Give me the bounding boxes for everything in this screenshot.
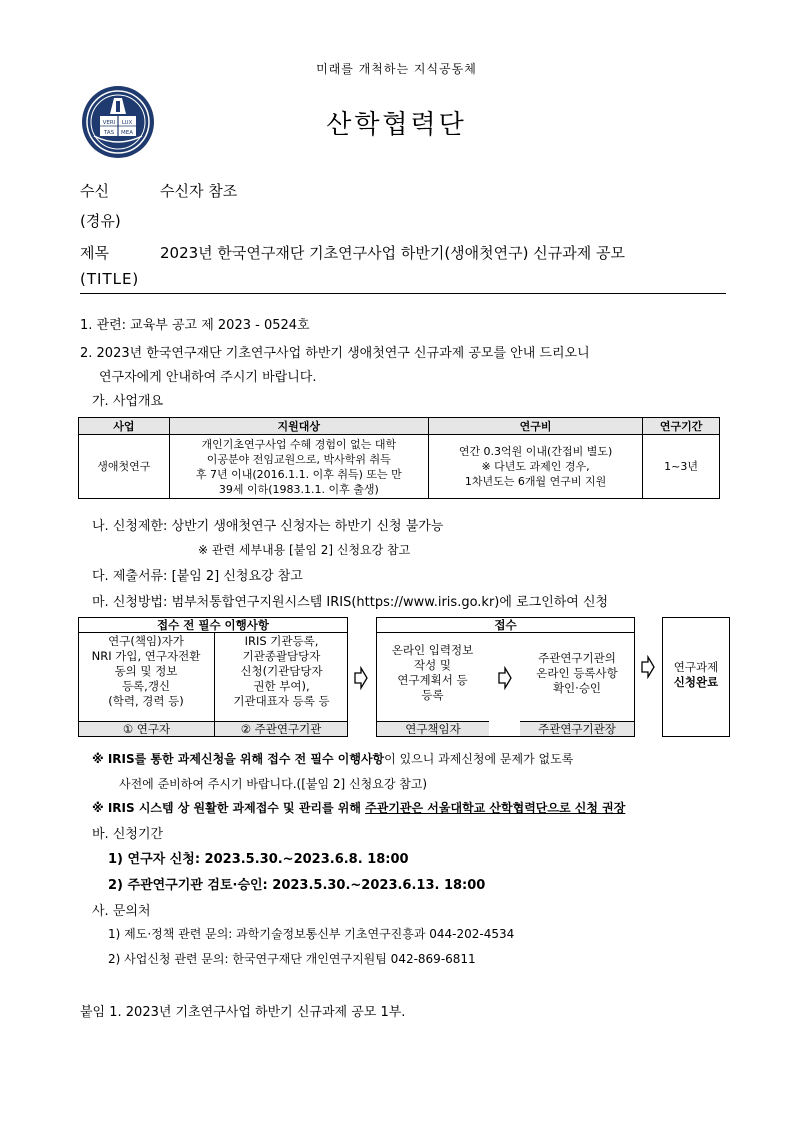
recv-right-line-2: 온라인 등록사항 [536,666,618,680]
pre-left-line-1: 연구(책임)자가 [108,634,184,648]
pre-left-text [78,634,214,709]
pre-left-line-2: NRI 가입, 연구자전환 [91,649,201,663]
note-1b: 사전에 준비하여 주시기 바랍니다.([붙임 2] 신청요강 참고) [119,777,428,791]
section-ga: 가. 사업개요 [92,394,164,409]
section-da: 다. 제출서류: [붙임 2] 신청요강 참고 [92,569,303,584]
fund-line-3: 1차년도는 6개월 연구비 지원 [464,475,607,488]
pre-left-line-5: (학력, 경력 등) [108,694,184,708]
col-header-program: 사업 [79,418,170,435]
recv-right-line-3: 확인·승인 [552,681,602,695]
subject-value: 2023년 한국연구재단 기초연구사업 하반기(생애첫연구) 신규과제 공모 [160,244,625,262]
target-line-3: 후 7년 이내(2016.1.1. 이후 취득) 또는 만 [195,467,402,481]
pre-left-footer: ① 연구자 [79,721,214,736]
header-divider [80,293,726,294]
completion-text [662,660,730,690]
logo-word-2: LUX [121,120,133,126]
contact-1: 1) 제도·정책 관련 문의: 과학기술정보통신부 기초연구진흥과 044-202-4534 [108,927,515,941]
arrow-right-icon [498,666,512,690]
pre-right-text [215,634,348,709]
organization-title: 산학협력단 [326,110,467,140]
arrow-right-icon [354,666,368,690]
recipient-value: 수신자 참조 [160,182,238,200]
pre-right-footer: ② 주관연구기관 [215,721,347,736]
note-1-bold: ※ IRIS를 통한 과제신청을 위해 접수 전 필수 이행사항 [92,752,385,766]
target-line-4: 39세 이하(1983.1.1. 이후 출생) [218,482,379,496]
section-ba: 바. 신청기간 [92,827,164,842]
completion-line-2: 신청완료 [673,675,719,689]
recv-left-line-2: 작성 및 [414,658,451,672]
contact-2: 2) 사업신청 관련 문의: 한국연구재단 개인연구지원팀 042-869-6811 [108,952,476,966]
completion-line-1: 연구과제 [673,660,719,674]
target-line-1: 개인기초연구사업 수혜 경험이 없는 대학 [201,437,397,451]
note-1 [92,750,573,767]
note-2 [92,799,625,816]
recv-left-footer: 연구책임자 [377,721,489,736]
reception-title: 접수 [376,618,635,633]
section-sa: 사. 문의처 [92,904,151,919]
recv-right-footer: 주관연구기관장 [520,721,634,736]
para-2a: 2. 2023년 한국연구재단 기초연구사업 하반기 생애첫연구 신규과제 공모를 안내 드리오니 [80,346,590,361]
arrow-right-icon [641,655,655,679]
pre-left-line-4: 등록,갱신 [121,679,171,693]
period-institution: 2) 주관연구기관 검토·승인: 2023.5.30.~2023.6.13. 18:00 [108,878,486,893]
cell-target [169,435,428,499]
fund-line-2: ※ 다년도 과제인 경우, [481,460,590,473]
recv-left-text [376,643,489,703]
section-ma: 마. 신청방법: 범부처통합연구지원시스템 IRIS(https://www.iris.go.kr)에 로그인하여 신청 [92,595,609,610]
cell-fund [428,435,642,499]
program-overview-table [78,417,720,499]
recv-left-line-3: 연구계획서 등 [397,673,468,687]
subject-label: 제목 [80,244,109,262]
recv-right-text [520,651,634,696]
pre-right-line-3: 신청(기관담당자 [240,664,323,678]
pre-right-line-2: 기관종괄담당자 [242,649,321,663]
recv-right-line-1: 주관연구기관의 [538,651,616,665]
pre-requisite-title: 접수 전 필수 이행사항 [78,618,348,633]
recv-left-line-4: 등록 [421,688,444,702]
note-2-underlined: 주관기관은 서울대학교 산학협력단으로 신청 권장 [365,801,626,815]
pre-left-line-3: 동의 및 정보 [114,664,178,678]
col-header-fund: 연구비 [428,418,642,435]
section-na: 나. 신청제한: 상반기 생애첫연구 신청자는 하반기 신청 불가능 [92,519,444,534]
subject-label-en: (TITLE) [80,270,140,288]
attachment: 붙임 1. 2023년 기초연구사업 하반기 신규과제 공모 1부. [80,1005,406,1020]
col-header-period: 연구기간 [643,418,720,435]
target-line-2: 이공분야 전임교원으로, 박사학위 취득 [206,452,391,466]
para-2b: 연구자에게 안내하여 주시기 바랍니다. [99,370,317,385]
pre-right-line-4: 권한 부여), [253,679,310,693]
note-1-rest: 이 있으니 과제신청에 문제가 없도록 [384,752,574,766]
slogan: 미래를 개척하는 지식공동체 [316,62,477,76]
para-1: 1. 관련: 교육부 공고 제 2023 - 0524호 [80,318,310,333]
cell-period: 1~3년 [643,435,720,499]
cell-program: 생애첫연구 [79,435,170,499]
recipient-label: 수신 [80,182,109,200]
pre-right-line-1: IRIS 기관등록, [244,634,319,648]
col-header-target: 지원대상 [169,418,428,435]
recv-left-line-1: 온라인 입력정보 [391,643,474,657]
note-2-text: ※ IRIS 시스템 상 원활한 과제접수 및 관리를 위해 [92,801,366,815]
logo-word-1: VERI [102,120,116,126]
section-na-note: ※ 관련 세부내용 [붙임 2] 신청요강 참고 [198,543,411,557]
logo-word-4: MEA [121,130,133,136]
pre-right-line-5: 기관대표자 등록 등 [233,694,330,708]
logo-word-3: TAS [103,130,115,136]
via-label: (경유) [80,212,121,230]
period-researcher: 1) 연구자 신청: 2023.5.30.~2023.6.8. 18:00 [108,852,409,867]
fund-line-1: 연간 0.3억원 이내(간접비 별도) [458,445,613,458]
